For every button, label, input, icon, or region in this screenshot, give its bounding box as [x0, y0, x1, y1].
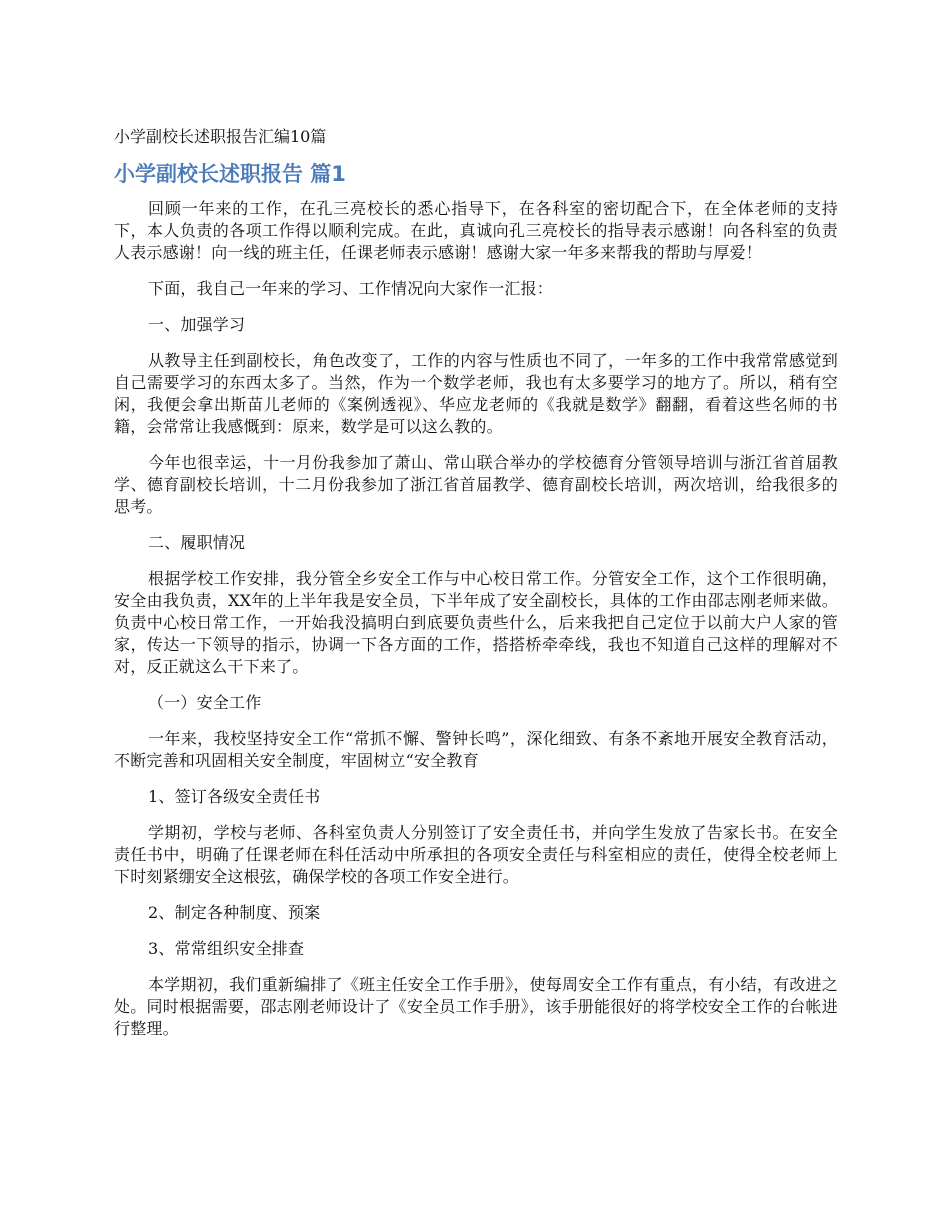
heading-strengthen-learning: 一、加强学习 — [148, 315, 246, 334]
paragraph-intro: 下面，我自己一年来的学习、工作情况向大家作一汇报： — [148, 279, 554, 298]
heading-rules-plans: 2、制定各种制度、预案 — [148, 903, 321, 922]
document-title: 小学副校长述职报告汇编10篇 — [114, 127, 327, 146]
heading-responsibility-letters: 1、签订各级安全责任书 — [148, 787, 321, 806]
section-heading: 小学副校长述职报告 篇1 — [114, 162, 346, 186]
paragraph-responsibility-letters: 学期初，学校与老师、各科室负责人分别签订了安全责任书，并向学生发放了告家长书。在安全责任书中，明确了任课老师在科任活动中所承担的各项安全责任与科室相应的责任，使得全校老师上下时刻紧绷安全这根弦，确保学校的各项工作安全进行。 — [114, 823, 838, 886]
heading-safety-inspection: 3、常常组织安全排查 — [148, 939, 305, 958]
paragraph-safety-handbook: 本学期初，我们重新编排了《班主任安全工作手册》，使每周安全工作有重点，有小结，有改进之处。同时根据需要，邵志刚老师设计了《安全员工作手册》，该手册能很好的将学校安全工作的台帐进行整理。 — [114, 975, 838, 1038]
heading-safety-work: （一）安全工作 — [148, 693, 262, 712]
paragraph-safety-overview: 一年来，我校坚持安全工作“常抓不懈、警钟长鸣”，深化细致、有条不紊地开展安全教育活动，不断完善和巩固相关安全制度，牢固树立“安全教育 — [114, 729, 838, 770]
document-body — [114, 124, 838, 1054]
paragraph-learning: 从教导主任到副校长，角色改变了，工作的内容与性质也不同了，一年多的工作中我常常感觉到自己需要学习的东西太多了。当然，作为一个数学老师，我也有太多要学习的地方了。所以，稍有空闲，我便会拿出斯苗儿老师的《案例透视》、华应龙老师的《我就是数学》翻翻，看着这些名师的书籍，会常常让我感慨到：原来，数学是可以这么教的。 — [114, 351, 838, 436]
paragraph-acknowledgement: 回顾一年来的工作，在孔三亮校长的悉心指导下，在各科室的密切配合下，在全体老师的支持下，本人负责的各项工作得以顺利完成。在此，真诚向孔三亮校长的指导表示感谢！向各科室的负责人表示感谢！向一线的班主任，任课老师表示感谢！感谢大家一年多来帮我的帮助与厚爱！ — [114, 199, 838, 262]
paragraph-training: 今年也很幸运，十一月份我参加了萧山、常山联合举办的学校德育分管领导培训与浙江省首届教学、德育副校长培训，十二月份我参加了浙江省首届教学、德育副校长培训，两次培训，给我很多的思考。 — [114, 453, 838, 516]
heading-duties: 二、履职情况 — [148, 533, 246, 552]
paragraph-duties: 根据学校工作安排，我分管全乡安全工作与中心校日常工作。分管安全工作，这个工作很明确，安全由我负责，XX年的上半年我是安全员，下半年成了安全副校长，具体的工作由邵志刚老师来做。负责中心校日常工作，一开始我没搞明白到底要负责些什么，后来我把自己定位于以前大户人家的管家，传达一下领导的指示，协调一下各方面的工作，搭搭桥牵牵线，我也不知道自己这样的理解对不对，反正就这么干下来了。 — [114, 569, 838, 676]
